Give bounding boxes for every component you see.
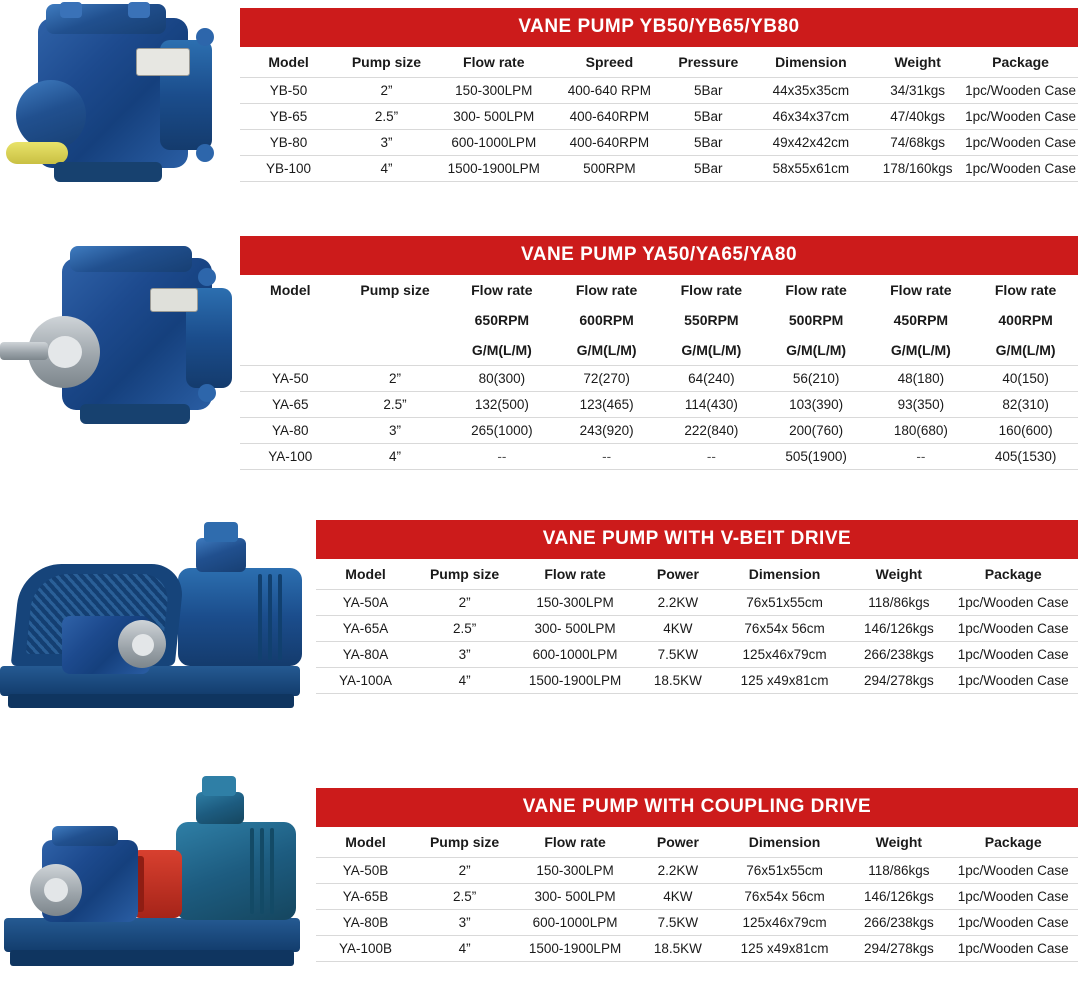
cell-speed: 400-640 RPM xyxy=(567,83,652,98)
cell-flow-650: 80(300) xyxy=(478,371,526,386)
cell-package: 1pc/Wooden Case xyxy=(957,941,1069,956)
table-row xyxy=(316,616,1078,642)
cell-speed: 400-640RPM xyxy=(569,135,650,150)
cell-model: YB-65 xyxy=(269,109,308,124)
table-row xyxy=(316,910,1078,936)
cell-dimension: 76x54x 56cm xyxy=(744,889,825,904)
table-row xyxy=(240,78,1078,104)
sub-unit-650: G/M(L/M) xyxy=(471,342,532,358)
cell-flow-550: 222(840) xyxy=(684,423,739,438)
cell-pressure: 5Bar xyxy=(694,83,723,98)
cell-pump-size: 2.5” xyxy=(452,889,477,904)
col-pump-size: Pump size xyxy=(429,566,500,582)
sub-speed-500: 500RPM xyxy=(788,312,844,328)
cell-package: 1pc/Wooden Case xyxy=(957,647,1069,662)
cell-flow-600: 243(920) xyxy=(579,423,634,438)
sub-blank-2 xyxy=(341,305,450,335)
col-model: Model xyxy=(268,54,309,70)
cell-flow-450: 180(680) xyxy=(893,423,948,438)
section-ya-pump xyxy=(0,232,1078,500)
cell-dimension: 76x51x55cm xyxy=(746,863,823,878)
sub-unit-400: G/M(L/M) xyxy=(995,342,1056,358)
col-dimension: Dimension xyxy=(748,834,821,850)
cell-flow-500: 56(210) xyxy=(792,371,840,386)
cell-model: YA-65 xyxy=(272,397,309,412)
cell-pump-size: 2” xyxy=(389,371,402,386)
sub-blank-1 xyxy=(240,305,341,335)
cell-flow-rate: 300- 500LPM xyxy=(453,109,535,124)
col-flow-rate-550: Flow rate xyxy=(680,282,743,298)
col-package: Package xyxy=(984,566,1042,582)
v-belt-table-title: VANE PUMP WITH V-BEIT DRIVE xyxy=(316,520,1078,559)
cell-power: 7.5KW xyxy=(657,647,699,662)
table-header-row xyxy=(316,559,1078,590)
cell-weight: 118/86kgs xyxy=(868,595,930,610)
ya-table-wrap xyxy=(240,236,1078,470)
sub-unit-450: G/M(L/M) xyxy=(890,342,951,358)
table-row xyxy=(316,668,1078,694)
col-flow-rate-450: Flow rate xyxy=(890,282,952,298)
coupling-table-wrap xyxy=(316,788,1078,962)
cell-power: 18.5KW xyxy=(653,673,702,688)
col-speed: Spreed xyxy=(585,54,634,70)
cell-pump-size: 4” xyxy=(458,673,471,688)
cell-flow-450: 93(350) xyxy=(897,397,945,412)
cell-package: 1pc/Wooden Case xyxy=(965,83,1076,98)
col-model: Model xyxy=(345,834,386,850)
cell-flow-650: 265(1000) xyxy=(471,423,533,438)
cell-pump-size: 2.5” xyxy=(452,621,477,636)
cell-flow-650: 132(500) xyxy=(474,397,529,412)
sub-unit-blank-2 xyxy=(341,335,450,366)
col-package: Package xyxy=(984,834,1042,850)
cell-package: 1pc/Wooden Case xyxy=(957,863,1069,878)
cell-model: YA-80B xyxy=(342,915,389,930)
cell-package: 1pc/Wooden Case xyxy=(965,135,1076,150)
cell-package: 1pc/Wooden Case xyxy=(957,673,1069,688)
cell-flow-rate: 600-1000LPM xyxy=(532,915,618,930)
cell-weight: 118/86kgs xyxy=(868,863,930,878)
cell-flow-rate: 150-300LPM xyxy=(455,83,533,98)
sub-unit-blank-1 xyxy=(240,335,341,366)
cell-weight: 266/238kgs xyxy=(863,647,934,662)
cell-dimension: 76x51x55cm xyxy=(746,595,823,610)
cell-power: 4KW xyxy=(663,621,693,636)
sub-unit-600: G/M(L/M) xyxy=(576,342,637,358)
table-header-row xyxy=(316,827,1078,858)
cell-model: YA-65B xyxy=(342,889,389,904)
col-model: Model xyxy=(345,566,386,582)
cell-flow-400: 40(150) xyxy=(1002,371,1049,386)
cell-flow-400: 82(310) xyxy=(1002,397,1049,412)
cell-pressure: 5Bar xyxy=(694,135,723,150)
sub-speed-550: 550RPM xyxy=(684,312,739,328)
table-header-row xyxy=(240,47,1078,78)
col-flow-rate: Flow rate xyxy=(544,834,606,850)
cell-package: 1pc/Wooden Case xyxy=(957,595,1069,610)
cell-pump-size: 3” xyxy=(380,135,393,150)
cell-flow-rate: 1500-1900LPM xyxy=(528,673,622,688)
cell-speed: 500RPM xyxy=(583,161,636,176)
sub-unit-550: G/M(L/M) xyxy=(681,342,742,358)
cell-flow-550: -- xyxy=(706,449,716,464)
cell-flow-600: 72(270) xyxy=(583,371,630,386)
table-row xyxy=(240,418,1078,444)
col-flow-rate-650: Flow rate xyxy=(471,282,533,298)
cell-dimension: 49x42x42cm xyxy=(772,135,850,150)
col-flow-rate-600: Flow rate xyxy=(575,282,638,298)
cell-flow-rate: 1500-1900LPM xyxy=(447,161,540,176)
col-package: Package xyxy=(992,54,1049,70)
section-yb-pump xyxy=(0,0,1078,232)
cell-power: 4KW xyxy=(663,889,693,904)
cell-flow-450: 48(180) xyxy=(897,371,945,386)
col-dimension: Dimension xyxy=(748,566,821,582)
cell-weight: 74/68kgs xyxy=(890,135,946,150)
cell-flow-500: 505(1900) xyxy=(785,449,847,464)
coupling-table xyxy=(316,827,1078,962)
table-row xyxy=(240,392,1078,418)
cell-dimension: 125x46x79cm xyxy=(742,647,827,662)
cell-pump-size: 2.5” xyxy=(383,397,407,412)
sub-speed-600: 600RPM xyxy=(579,312,634,328)
cell-dimension: 58x55x61cm xyxy=(772,161,850,176)
cell-package: 1pc/Wooden Case xyxy=(957,889,1069,904)
cell-pump-size: 4” xyxy=(458,941,471,956)
cell-package: 1pc/Wooden Case xyxy=(965,161,1076,176)
cell-pump-size: 4” xyxy=(380,161,393,176)
col-pump-size: Pump size xyxy=(429,834,500,850)
coupling-table-title: VANE PUMP WITH COUPLING DRIVE xyxy=(316,788,1078,827)
cell-flow-500: 103(390) xyxy=(789,397,844,412)
col-weight: Weight xyxy=(894,54,941,70)
cell-flow-rate: 300- 500LPM xyxy=(534,621,616,636)
cell-model: YB-50 xyxy=(269,83,308,98)
cell-flow-rate: 600-1000LPM xyxy=(532,647,618,662)
cell-weight: 294/278kgs xyxy=(863,673,934,688)
cell-dimension: 76x54x 56cm xyxy=(744,621,825,636)
cell-dimension: 44x35x35cm xyxy=(772,83,850,98)
table-row xyxy=(240,156,1078,182)
cell-flow-550: 64(240) xyxy=(688,371,735,386)
table-row xyxy=(316,884,1078,910)
ya-table xyxy=(240,275,1078,470)
cell-weight: 178/160kgs xyxy=(882,161,953,176)
cell-power: 2.2KW xyxy=(657,863,699,878)
cell-package: 1pc/Wooden Case xyxy=(957,915,1069,930)
pump-nameplate xyxy=(150,288,198,312)
cell-flow-500: 200(760) xyxy=(789,423,844,438)
cell-weight: 294/278kgs xyxy=(863,941,934,956)
col-power: Power xyxy=(656,834,699,850)
cell-flow-rate: 600-1000LPM xyxy=(451,135,537,150)
cell-weight: 266/238kgs xyxy=(863,915,934,930)
vane-pump-ya-photo xyxy=(0,242,240,492)
cell-dimension: 125 x49x81cm xyxy=(740,941,829,956)
cell-dimension: 125x46x79cm xyxy=(742,915,827,930)
col-pump-size: Pump size xyxy=(360,282,430,298)
cell-pump-size: 3” xyxy=(458,915,471,930)
cell-pump-size: 2” xyxy=(380,83,393,98)
cell-speed: 400-640RPM xyxy=(569,109,650,124)
cell-model: YA-65A xyxy=(342,621,389,636)
cell-flow-400: 405(1530) xyxy=(994,449,1057,464)
cell-model: YA-100B xyxy=(339,941,393,956)
table-row xyxy=(316,936,1078,962)
cell-flow-rate: 300- 500LPM xyxy=(534,889,616,904)
cell-flow-rate: 1500-1900LPM xyxy=(528,941,622,956)
col-pressure: Pressure xyxy=(678,54,739,70)
cell-flow-550: 114(430) xyxy=(684,397,738,412)
cell-model: YA-80A xyxy=(342,647,389,662)
cell-dimension: 46x34x37cm xyxy=(772,109,850,124)
pump-nameplate xyxy=(136,48,190,76)
cell-model: YA-50B xyxy=(342,863,389,878)
ya-table-title: VANE PUMP YA50/YA65/YA80 xyxy=(240,236,1078,275)
sub-speed-650: 650RPM xyxy=(474,312,530,328)
section-coupling-drive xyxy=(0,740,1078,1000)
v-belt-table xyxy=(316,559,1078,694)
col-weight: Weight xyxy=(875,566,923,582)
vane-pump-v-belt-drive-photo xyxy=(0,508,316,740)
cell-flow-650: -- xyxy=(497,449,507,464)
yb-table-wrap xyxy=(240,8,1078,182)
cell-weight: 146/126kgs xyxy=(863,621,934,636)
cell-flow-600: 123(465) xyxy=(579,397,634,412)
col-model: Model xyxy=(270,282,311,298)
col-weight: Weight xyxy=(875,834,923,850)
cell-model: YA-80 xyxy=(272,423,309,438)
table-row xyxy=(240,130,1078,156)
table-row xyxy=(240,104,1078,130)
col-flow-rate-400: Flow rate xyxy=(994,282,1057,298)
col-pump-size: Pump size xyxy=(351,54,422,70)
cell-pump-size: 2” xyxy=(458,595,471,610)
cell-power: 7.5KW xyxy=(657,915,699,930)
cell-model: YA-50A xyxy=(342,595,389,610)
sub-speed-400: 400RPM xyxy=(998,312,1053,328)
table-row xyxy=(316,858,1078,884)
cell-weight: 47/40kgs xyxy=(890,109,946,124)
cell-dimension: 125 x49x81cm xyxy=(740,673,829,688)
cell-model: YA-100A xyxy=(339,673,393,688)
cell-package: 1pc/Wooden Case xyxy=(965,109,1076,124)
cell-pump-size: 2.5” xyxy=(374,109,399,124)
table-header-row xyxy=(240,275,1078,305)
cell-pump-size: 4” xyxy=(389,449,402,464)
col-power: Power xyxy=(656,566,699,582)
cell-flow-400: 160(600) xyxy=(998,423,1053,438)
cell-flow-rate: 150-300LPM xyxy=(536,863,614,878)
v-belt-table-wrap xyxy=(316,520,1078,694)
col-flow-rate-500: Flow rate xyxy=(785,282,847,298)
cell-package: 1pc/Wooden Case xyxy=(957,621,1069,636)
cell-model: YB-80 xyxy=(269,135,308,150)
sub-speed-450: 450RPM xyxy=(893,312,949,328)
cell-power: 18.5KW xyxy=(653,941,702,956)
cell-pressure: 5Bar xyxy=(694,161,723,176)
cell-flow-rate: 150-300LPM xyxy=(536,595,614,610)
cell-flow-600: -- xyxy=(602,449,612,464)
cell-weight: 146/126kgs xyxy=(863,889,934,904)
table-subheader-speed-row xyxy=(240,305,1078,335)
cell-model: YA-100 xyxy=(268,449,313,464)
cell-pressure: 5Bar xyxy=(694,109,723,124)
vane-pump-coupling-drive-photo xyxy=(0,740,316,1000)
table-row xyxy=(316,590,1078,616)
cell-pump-size: 3” xyxy=(389,423,402,438)
col-flow-rate: Flow rate xyxy=(544,566,606,582)
cell-pump-size: 2” xyxy=(458,863,471,878)
cell-power: 2.2KW xyxy=(657,595,699,610)
cell-weight: 34/31kgs xyxy=(890,83,946,98)
sub-unit-500: G/M(L/M) xyxy=(786,342,847,358)
cell-flow-450: -- xyxy=(916,449,926,464)
cell-pump-size: 3” xyxy=(458,647,471,662)
table-row xyxy=(240,444,1078,470)
col-flow-rate: Flow rate xyxy=(463,54,525,70)
yb-table-title: VANE PUMP YB50/YB65/YB80 xyxy=(240,8,1078,47)
table-row xyxy=(240,366,1078,392)
section-v-belt-drive xyxy=(0,500,1078,740)
cell-model: YA-50 xyxy=(272,371,309,386)
col-dimension: Dimension xyxy=(775,54,847,70)
cell-model: YB-100 xyxy=(266,161,312,176)
table-row xyxy=(316,642,1078,668)
vane-pump-yb-photo xyxy=(0,0,232,220)
yb-table xyxy=(240,47,1078,182)
table-subheader-unit-row xyxy=(240,335,1078,366)
